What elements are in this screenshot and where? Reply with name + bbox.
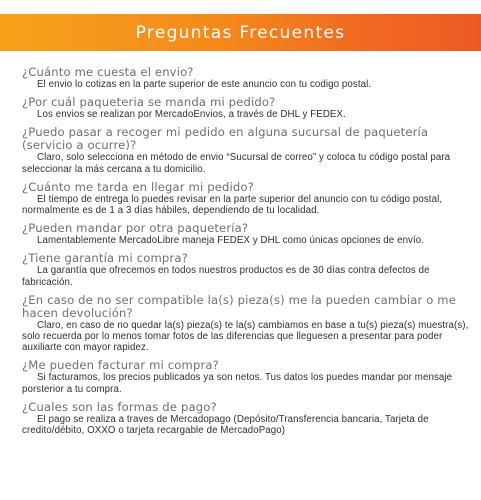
- faq-item-exchange: [22, 294, 474, 354]
- faq-question: ¿Cuánto me tarda en llegar mi pedido?: [22, 179, 254, 194]
- faq-answer: Si facturamos, los precios publicados ya son netos. Tus datos los puedes mandar por mensaje porsterior a tu compra.: [22, 372, 453, 395]
- faq-answer: Los envios se realizan por MercadoEnvios, a través de DHL y FEDEX.: [37, 109, 346, 121]
- faq-question: ¿Cuales son las formas de pago?: [22, 399, 217, 414]
- faq-question: ¿Cuánto me cuesta el envio?: [22, 65, 194, 79]
- faq-item-other-carrier: [22, 222, 474, 246]
- faq-item-carrier: [22, 96, 474, 120]
- faq-item-invoice: [22, 359, 474, 394]
- faq-item-shipping-cost: [22, 66, 474, 90]
- faq-question: ¿Tiene garantía mi compra?: [22, 251, 188, 266]
- faq-list: [22, 66, 474, 442]
- faq-question: ¿Puedo pasar a recoger mi pedido en alguna sucursal de paquetería (servicio a ocurre)?: [22, 125, 429, 153]
- faq-item-warranty: [22, 252, 474, 287]
- page-title: Preguntas Frecuentes: [135, 22, 346, 43]
- faq-answer: Lamentablemente MercadoLibre maneja FEDEX y DHL como únicas opciones de envío.: [37, 235, 425, 247]
- faq-answer: El pago se realiza a traves de Mercadopago (Depósito/Transferencia bancaria, Tarjeta de credito/débito, OXXO o tarjeta recargable de MercadoPago): [22, 413, 429, 437]
- faq-item-pickup: [22, 126, 474, 174]
- faq-question: ¿Por cuál paqueteria se manda mi pedido?: [22, 95, 276, 110]
- faq-answer: Claro, solo selecciona en método de envio “Sucursal de correo” y coloca tu código postal para seleccionar la más cercana a tu domicilio.: [22, 152, 451, 175]
- faq-header-banner: [0, 14, 481, 51]
- faq-answer: La garantía que ofrecemos en todos nuestros productos es de 30 días contra defectos de fabricación.: [22, 265, 430, 288]
- faq-answer: El tiempo de entrega lo puedes revisar en la parte superior del anuncio con tu código postal, normalmente es de 1 a 3 días hábiles, dependiendo de tu localidad.: [22, 193, 443, 217]
- faq-item-delivery-time: [22, 181, 474, 216]
- faq-question: ¿Pueden mandar por otra paquetería?: [22, 221, 249, 236]
- faq-answer: Claro, en caso de no quedar la(s) pieza(s) te la(s) cambiamos en base a tu(s) pieza(s) muestra(s), solo recuerda por lo menos tomar fotos de las diferencias que lleguesen a presentar para poder auxiliarte con mayor rapidez.: [22, 319, 469, 354]
- faq-question: ¿En caso de no ser compatible la(s) pieza(s) me la pueden cambiar o me hacen devolución?: [22, 292, 457, 320]
- faq-question: ¿Me pueden facturar mi compra?: [22, 358, 219, 373]
- faq-item-payment: [22, 401, 474, 436]
- faq-answer: El envio lo cotizas en la parte superior de este anuncio con tu codigo postal.: [37, 79, 372, 90]
